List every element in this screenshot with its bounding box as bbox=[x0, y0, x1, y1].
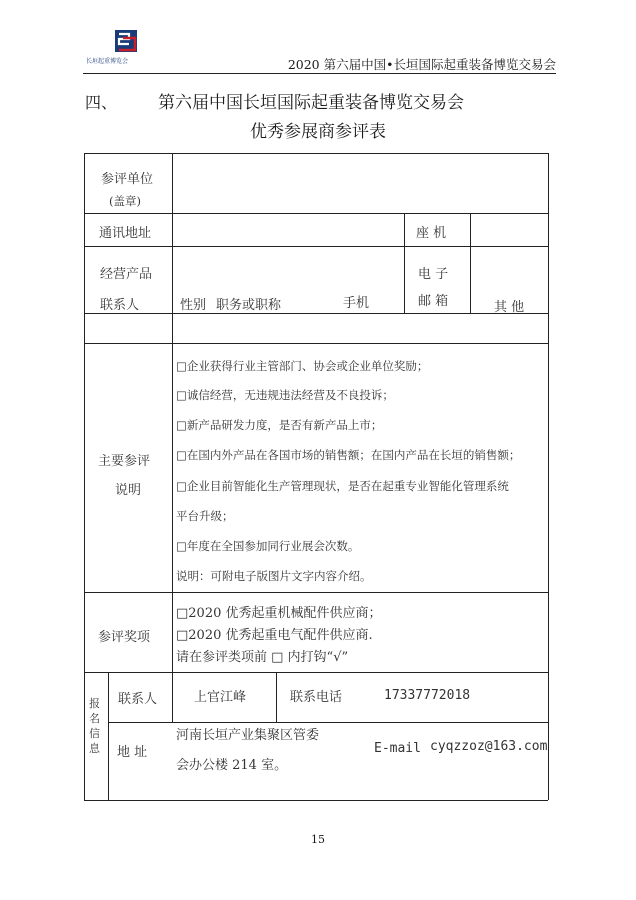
label-reg-address: 地 址 bbox=[117, 745, 148, 760]
section-number: 四、 bbox=[85, 93, 118, 112]
label-mobile: 手机 bbox=[343, 296, 370, 311]
page-number: 15 bbox=[311, 833, 325, 846]
document-subtitle: 优秀参展商参评表 bbox=[250, 122, 386, 142]
reg-contact-name[interactable]: 上官江峰 bbox=[194, 690, 247, 705]
award-option[interactable]: □2020 优秀起重电气配件供应商. bbox=[176, 628, 373, 643]
label-reg-email: E-mail bbox=[374, 741, 421, 756]
label-gender: 性别 bbox=[180, 298, 207, 313]
label-email-top: 电 子 bbox=[418, 267, 449, 282]
criteria-note: 说明：可附电子版图片文字内容介绍。 bbox=[176, 569, 372, 583]
label-award-category: 参评奖项 bbox=[98, 630, 151, 645]
label-reg-phone: 联系电话 bbox=[290, 690, 343, 705]
reg-address-line2: 会办公楼 214 室。 bbox=[176, 758, 288, 773]
criteria-item: □在国内外产品在各国市场的销售额；在国内产品在长垣的销售额； bbox=[176, 448, 521, 462]
label-email-bottom: 邮 箱 bbox=[418, 294, 449, 309]
criteria-item: □诚信经营，无违规违法经营及不良投诉； bbox=[176, 388, 394, 402]
document-title: 第六届中国长垣国际起重装备博览交易会 bbox=[158, 93, 464, 113]
unit-input[interactable] bbox=[176, 160, 546, 210]
email-input[interactable] bbox=[472, 250, 546, 280]
header-divider bbox=[83, 73, 556, 74]
header-title: 2020 第六届中国•长垣国际起重装备博览交易会 bbox=[287, 57, 556, 72]
criteria-item: □企业获得行业主管部门、协会或企业单位奖励； bbox=[176, 359, 429, 373]
reg-address-line1: 河南长垣产业集聚区管委 bbox=[176, 728, 320, 743]
label-position: 职务或职称 bbox=[216, 298, 282, 313]
criteria-item: □新产品研发力度，是否有新产品上市； bbox=[176, 418, 383, 432]
label-seal: (盖章) bbox=[109, 194, 141, 208]
label-contact-person: 联系人 bbox=[100, 298, 140, 313]
label-registration: 报名信息 bbox=[89, 697, 100, 755]
criteria-item: 平台升级； bbox=[176, 509, 234, 523]
reg-phone-value[interactable]: 17337772018 bbox=[384, 688, 471, 703]
reg-email-value[interactable]: cyqzzoz@163.com bbox=[430, 739, 548, 754]
criteria-item: □企业目前智能化生产管理现状，是否在起重专业智能化管理系统 bbox=[176, 479, 509, 493]
label-main-info: 主要参评 bbox=[98, 454, 151, 469]
products-input[interactable] bbox=[176, 250, 402, 280]
phone-input[interactable] bbox=[472, 216, 546, 244]
logo-text: 长垣起重博览会 bbox=[86, 58, 129, 65]
contact-row-input[interactable] bbox=[176, 316, 546, 341]
label-reg-contact: 联系人 bbox=[118, 692, 158, 707]
label-address: 通讯地址 bbox=[99, 226, 152, 241]
label-phone: 座 机 bbox=[416, 226, 447, 241]
label-main-info-2: 说明 bbox=[115, 483, 142, 498]
address-input[interactable] bbox=[176, 216, 402, 244]
award-instruction: 请在参评类项前 □ 内打钩“√” bbox=[176, 650, 349, 665]
label-other: 其 他 bbox=[494, 300, 525, 315]
award-option[interactable]: □2020 优秀起重机械配件供应商； bbox=[176, 606, 382, 621]
criteria-item: □年度在全国参加同行业展会次数。 bbox=[176, 539, 360, 553]
label-products: 经营产品 bbox=[100, 267, 153, 282]
label-unit: 参评单位 bbox=[101, 172, 154, 187]
